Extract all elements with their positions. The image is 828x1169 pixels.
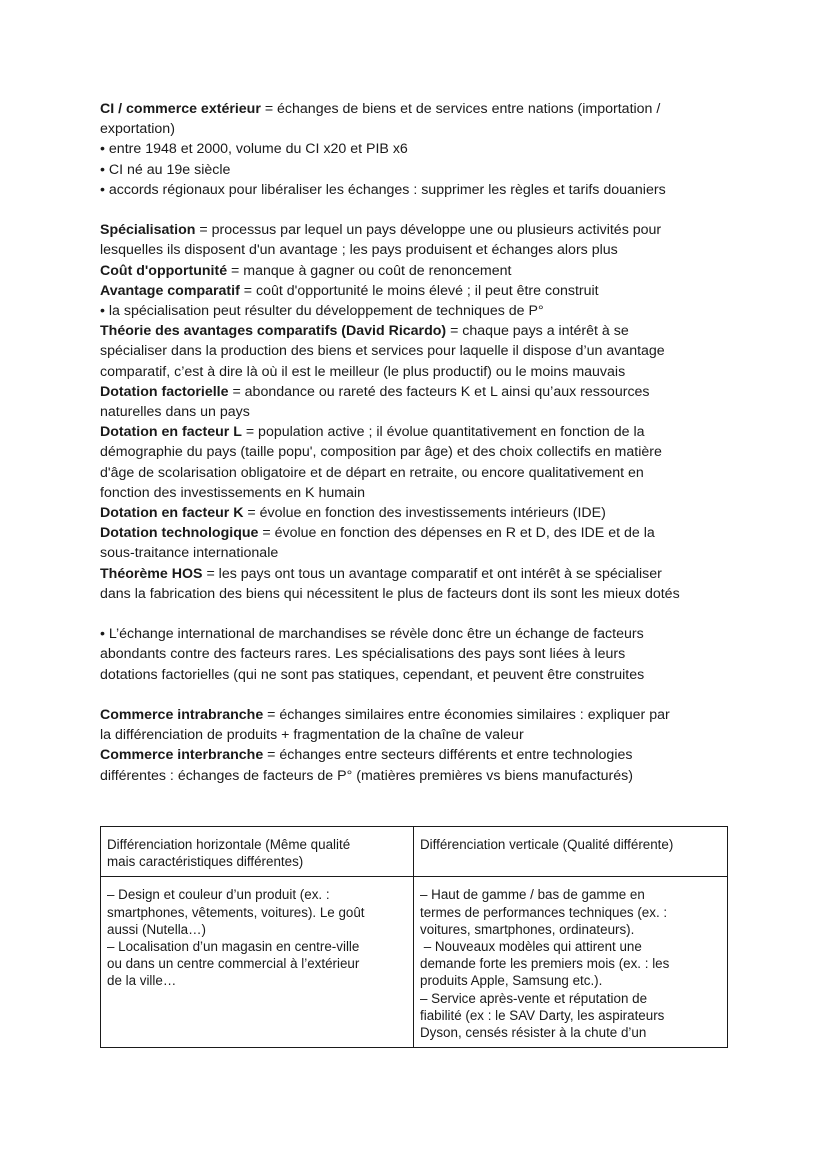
term-dotation-factorielle: Dotation factorielle xyxy=(100,383,229,400)
cell-line: fiabilité (ex : le SAV Darty, les aspirateurs xyxy=(420,1007,665,1023)
ci-definition-line-2: exportation) xyxy=(100,121,175,138)
cell-line: Différenciation horizontale (Même qualité xyxy=(107,837,351,852)
term-interbranche: Commerce interbranche xyxy=(100,747,264,764)
ci-definition-line-1 xyxy=(100,99,740,119)
header-cell-verticale xyxy=(414,827,728,877)
differenciation-table xyxy=(100,826,728,1048)
table-row xyxy=(101,877,728,1048)
cell-line: ou dans un centre commercial à l’extérieur xyxy=(107,956,360,972)
term-intrabranche: Commerce intrabranche xyxy=(100,707,264,724)
cell-line: de la ville… xyxy=(107,973,177,989)
cell-line: produits Apple, Samsung etc.). xyxy=(420,973,603,989)
term-hos: Théorème HOS xyxy=(100,565,203,582)
cell-line: Différenciation verticale (Qualité différente) xyxy=(420,837,674,852)
dotation-l-line-2: démographie du pays (taille popu', composition par âge) et des choix collectifs en matière xyxy=(100,444,662,461)
document-body xyxy=(100,99,740,786)
term-ci: CI / commerce extérieur xyxy=(100,101,261,117)
intrabranche-line-1 xyxy=(100,705,740,725)
echange-paragraph-line-3: dotations factorielles (qui ne sont pas statiques, cependant, et peuvent être construites xyxy=(100,666,645,683)
ricardo-line-2: spécialiser dans la production des biens et services pour laquelle il dispose d’un avantage xyxy=(100,343,665,360)
echange-paragraph-line-2: abondants contre des facteurs rares. Les spécialisations des pays sont liées à leurs xyxy=(100,646,626,663)
cell-line: aussi (Nutella…) xyxy=(107,921,206,937)
header-cell-horizontale xyxy=(101,827,414,877)
definition-text: = coût d'opportunité le moins élevé ; il peut être construit xyxy=(239,282,599,299)
hos-line-1 xyxy=(100,564,740,584)
cell-line: – Design et couleur d’un produit (ex. : xyxy=(107,887,330,903)
cell-line: – Localisation d’un magasin en centre-ville xyxy=(107,939,360,955)
dotation-l-line-4: fonction des investissements en K humain xyxy=(100,484,365,501)
cell-line: mais caractéristiques différentes) xyxy=(107,854,304,870)
definition-text: = chaque pays a intérêt à se xyxy=(446,323,629,340)
term-avantage-comparatif: Avantage comparatif xyxy=(100,282,240,299)
term-dotation-k: Dotation en facteur K xyxy=(100,505,244,522)
definition-text: = échanges entre secteurs différents et entre technologies xyxy=(263,747,633,764)
term-specialisation: Spécialisation xyxy=(100,222,196,239)
definition-text: = échanges similaires entre économies similaires : expliquer par xyxy=(263,707,670,724)
definition-text: = échanges de biens et de services entre nations (importation / xyxy=(260,101,661,117)
bullet-item: • CI né au 19e siècle xyxy=(100,161,231,178)
echange-paragraph-line-1: • L’échange international de marchandises se révèle donc être un échange de facteurs xyxy=(100,626,644,643)
cout-opportunite-line xyxy=(100,261,740,281)
definition-text: = population active ; il évolue quantitativement en fonction de la xyxy=(241,424,645,441)
term-ricardo: Théorie des avantages comparatifs (David Ricardo) xyxy=(100,323,447,340)
term-cout-opportunite: Coût d'opportunité xyxy=(100,262,228,279)
cell-line: – Haut de gamme / bas de gamme en xyxy=(420,887,645,903)
definition-text: = évolue en fonction des investissements intérieurs (IDE) xyxy=(243,505,606,522)
definition-text: = manque à gagner ou coût de renoncement xyxy=(227,262,512,279)
cell-line: termes de performances techniques (ex. : xyxy=(420,904,668,920)
interbranche-line-2: différentes : échanges de facteurs de P° (matières premières vs biens manufacturés) xyxy=(100,767,633,784)
bullet-item: • entre 1948 et 2000, volume du CI x20 et PIB x6 xyxy=(100,141,408,158)
table-header-row xyxy=(101,827,728,877)
specialisation-line-1 xyxy=(100,220,740,240)
cell-line: smartphones, vêtements, voitures). Le goût xyxy=(107,904,365,920)
definition-text: = les pays ont tous un avantage comparatif et ont intérêt à se spécialiser xyxy=(202,565,662,582)
bullet-item: • accords régionaux pour libéraliser les échanges : supprimer les règles et tarifs douaniers xyxy=(100,181,666,198)
interbranche-line-1 xyxy=(100,745,740,765)
definition-text: = abondance ou rareté des facteurs K et L ainsi qu’aux ressources xyxy=(228,383,650,400)
hos-line-2: dans la fabrication des biens qui nécessitent le plus de facteurs dont ils sont les mieux dotés xyxy=(100,585,680,602)
cell-line: voitures, smartphones, ordinateurs). xyxy=(420,921,635,937)
dotation-l-line-3: d'âge de scolarisation obligatoire et de départ en retraite, ou encore qualitativement en xyxy=(100,464,644,481)
specialisation-line-2: lesquelles ils disposent d'un avantage ; les pays produisent et échanges alors plus xyxy=(100,242,618,259)
term-dotation-technologique: Dotation technologique xyxy=(100,525,259,542)
cell-line: Dyson, censés résister à la chute d’un xyxy=(420,1025,647,1041)
cell-line: demande forte les premiers mois (ex. : les xyxy=(420,956,670,972)
dotation-factorielle-line-2: naturelles dans un pays xyxy=(100,404,250,421)
intrabranche-line-2: la différenciation de produits + fragmentation de la chaîne de valeur xyxy=(100,727,524,744)
ricardo-line-1 xyxy=(100,321,740,341)
cell-line: – Service après-vente et réputation de xyxy=(420,990,648,1006)
body-cell-horizontale xyxy=(101,877,414,1048)
dotation-l-line-1 xyxy=(100,422,740,442)
body-cell-verticale xyxy=(414,877,728,1048)
dotation-factorielle-line-1 xyxy=(100,382,740,402)
avantage-comparatif-line xyxy=(100,281,740,301)
term-dotation-l: Dotation en facteur L xyxy=(100,424,242,441)
ricardo-line-3: comparatif, c’est à dire là où il est le meilleur (le plus productif) ou le moins mauvais xyxy=(100,363,626,380)
definition-text: = évolue en fonction des dépenses en R et D, des IDE et de la xyxy=(258,525,655,542)
dotation-tech-line-2: sous-traitance internationale xyxy=(100,545,279,562)
definition-text: = processus par lequel un pays développe une ou plusieurs activités pour xyxy=(195,222,662,239)
bullet-item: • la spécialisation peut résulter du développement de techniques de P° xyxy=(100,303,544,320)
dotation-tech-line-1 xyxy=(100,523,740,543)
cell-line: – Nouveaux modèles qui attirent une xyxy=(420,939,642,955)
dotation-k-line xyxy=(100,503,740,523)
